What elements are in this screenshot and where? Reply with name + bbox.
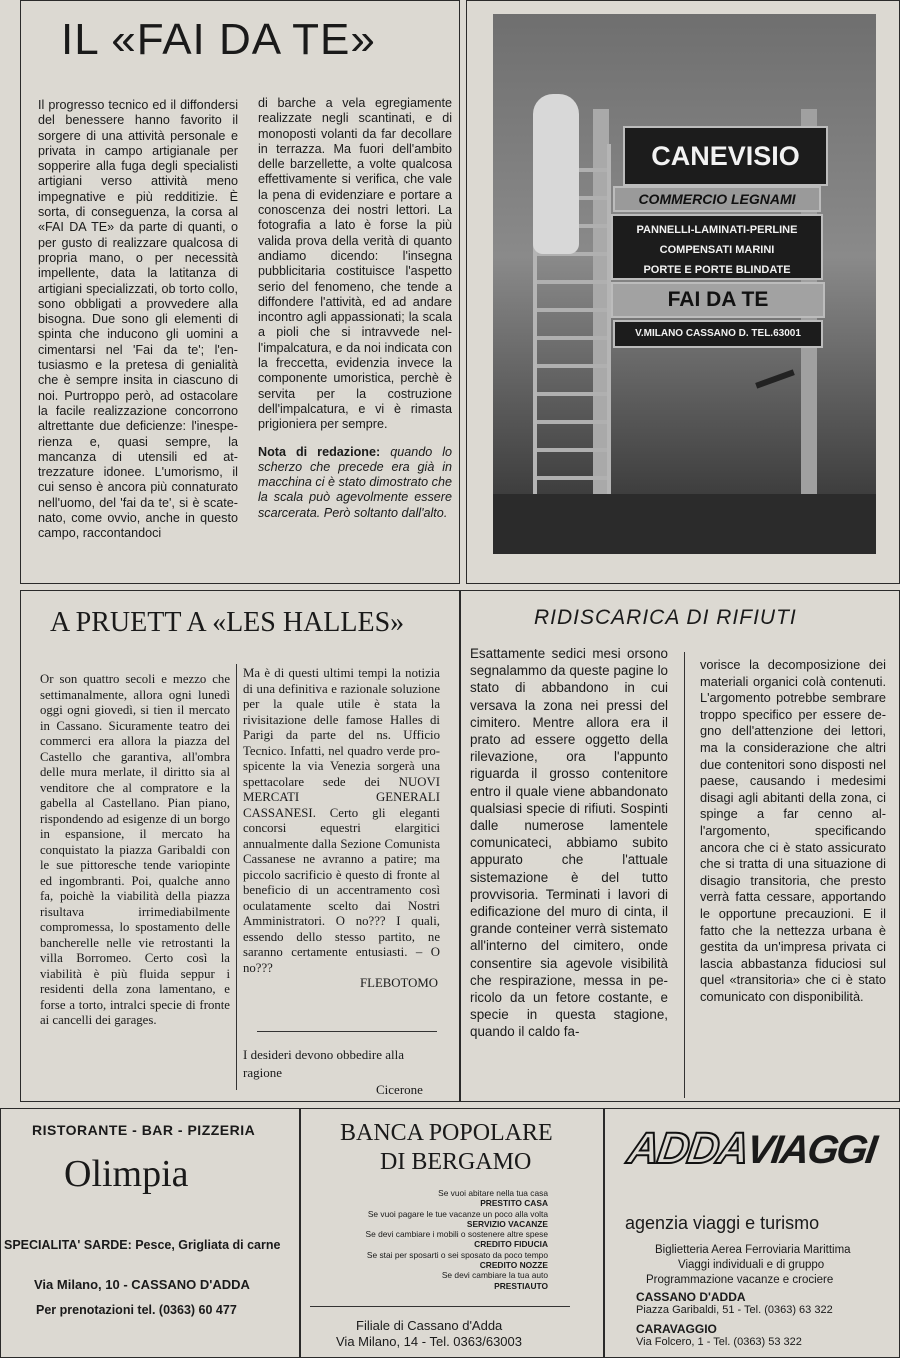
sign-line-6: V.MILANO CASSANO D. TEL.63001 <box>613 320 823 348</box>
sign-name: CANEVISIO <box>623 126 828 186</box>
bank-branch: Filiale di Cassano d'Adda <box>356 1318 503 1333</box>
cartoon-figure <box>533 94 579 254</box>
offer-question: Se devi cambiare la tua auto <box>441 1270 548 1281</box>
sign-line-4: PORTE E PORTE BLINDATE <box>643 264 791 276</box>
adda-services-2: Viaggi individuali e di gruppo <box>678 1259 825 1271</box>
restaurant-address: Via Milano, 10 - CASSANO D'ADDA <box>34 1277 250 1292</box>
restaurant-booking: Per prenotazioni tel. (0363) 60 477 <box>36 1303 237 1317</box>
bank-name-line-2: DI BERGAMO <box>380 1149 532 1175</box>
article-column-2 <box>243 666 440 992</box>
article-column-2-text: di barche a vela egregiamente realizzate negli scantinati, e di monoposti volanti da far decollare in terrazza. Ma fuori dell'ambito delle barzellette, a volte qualcosa effettivamente si verifica, che vale la pena di evidenziare e portare a conoscenza dei nostri lettori. La fotografia a lato è forse la più valida prova della verità di quanto andiamo dicendo: l'insegna pubblicitaria costituisce l'aspetto serio del fenomeno, che tende a diffondere l'attività, ed ad andare incontro agli appassionati; la scala a pioli che si intravvede nell'impalcatura, e da noi indicata con la freccetta, evidenzia invece la componente umoristica, perchè è servita per la costruzione dell'impalcatura, e vi è rimasta prigioniera per sempre. <box>258 96 452 432</box>
restaurant-header: RISTORANTE - BAR - PIZZERIA <box>32 1122 256 1138</box>
quote-author: Cicerone <box>376 1082 423 1097</box>
article-column-1: Esattamente sedici mesi orsono segnalammo da queste pagine lo stato di abbandono in cui versava la zona nei pressi del cimitero. Mentre allora era il prato ad essere oggetto della rilevazione, ora l'appunto riguarda il grosso contenitore entro il quale viene abbandonato qualsiasi specie di rifiuti. Sospinti dalle numerose lamentele comunicateci, abbiamo subito appurato che l'attuale sistemazione è del tutto provvisoria. Terminati i lavori di edificazione del muro di cinta, il grande conteiner verrà sistemato all'interno del cimitero, onde consentire sia agevole visibilità che respirazione, messa in pericolo da un fetore costante, e specie in questa stagione, quando il caldo fa- <box>470 646 668 1040</box>
offer-product: CREDITO NOZZE <box>479 1260 548 1271</box>
bank-offers <box>312 1188 548 1291</box>
article-column-1: Il progresso tecnico ed il diffondersi del benessere hanno favorito il sorgere di una attività personale e privata in campo artigianale per sopperire alla fuga degli specialisti artigiani verso attività meno impegnative e più redditizie. È sorta, di conseguenza, la corsa al «FAI DA TE» da parte di quanti, o per gusto di realizzare qualcosa di propria mano, o per necessità impellente, data la latitanza di artigiani specializzati, ob torto collo, sono obbligati a provvedere alla bisogna. Due sono gli elementi di spinta che inducono gli uomini a cimentarsi nel 'Fai da te'; l'entusiasmo e la pretesa di genialità che è sempre insita in ciascuno di noi. Purtroppo però, ad ostacolare la facile realizzazione concorrono altrettante due deficienze: l'inesperienza e, quasi sempre, la mancanza di utensili ed attrezzature idonee. L'umorismo, il cui senso è ancora più connaturato nell'uomo, del 'fai da te', si è scatenato, come ovvio, anche in questo campo, raccontandoci <box>38 98 238 541</box>
adda-tagline: agenzia viaggi e turismo <box>625 1213 820 1233</box>
adda-office-2-city: CARAVAGGIO <box>636 1322 717 1336</box>
restaurant-name: Olimpia <box>64 1153 189 1195</box>
adda-logo <box>624 1124 878 1174</box>
sign-line-2: PANNELLI-LAMINATI-PERLINE <box>636 224 798 236</box>
adda-services-3: Programmazione vacanze e crociere <box>646 1274 834 1286</box>
sign-line-3: COMPENSATI MARINI <box>659 244 775 256</box>
article-column-2 <box>258 96 452 521</box>
sign-lines <box>611 214 823 280</box>
offer-product: CREDITO FIDUCIA <box>474 1239 548 1250</box>
article-title: A PRUETT A «LES HALLES» <box>50 607 405 638</box>
offer-product: PRESTITO CASA <box>480 1198 548 1209</box>
article-title: RIDISCARICA DI RIFIUTI <box>534 606 797 629</box>
offer-question: Se vuoi abitare nella tua casa <box>438 1188 548 1198</box>
offer-question: Se stai per sposarti o sei sposato da poco tempo <box>366 1249 548 1260</box>
adda-office-2-address: Via Folcero, 1 - Tel. (0363) 53 322 <box>636 1336 802 1348</box>
editor-note <box>258 445 452 521</box>
signature: FLEBOTOMO <box>360 976 438 990</box>
bank-branch-address: Via Milano, 14 - Tel. 0363/63003 <box>336 1334 522 1349</box>
arrow-icon <box>755 369 795 388</box>
bank-name-line-1: BANCA POPOLARE <box>340 1120 553 1146</box>
adda-services-1: Biglietteria Aerea Ferroviaria Marittima <box>655 1244 851 1256</box>
offer-product: SERVIZIO VACANZE <box>466 1218 548 1229</box>
adda-office-1-address: Piazza Garibaldi, 51 - Tel. (0363) 63 322 <box>636 1304 833 1316</box>
editor-note-text: quando lo scherzo che precede era già in macchina ci è stato dimostrato che la scala può agevolmente essere scarcerata. Però soltanto dall'alto. <box>258 444 453 520</box>
offer-question: Se vuoi pagare le tue vacanze un poco alla volta <box>367 1208 548 1219</box>
sign-line-5: FAI DA TE <box>611 282 825 318</box>
quote: I desideri devono obbedire alla ragione <box>243 1047 404 1080</box>
adda-logo-text-2: VIAGGI <box>743 1128 879 1172</box>
article-column-2-text: Ma è di questi ultimi tempi la notizia di una definitiva e razionale soluzione per la quale utile è stata la rivisitazione delle famose Halles di Parigi da parte del ns. Ufficio Tecnico. Infatti, nel quadro verde prospicente la via Venezia sorgerà una spettacolare sede dei NUOVI MERCATI GENERALI CASSANESI. Certo gli eleganti concorsi equestri elargitici annualmente dalla Sezione Comunista Cassanese ne avranno a patire; ma piccolo sacrificio è questo di fronte al beneficio di un accentramento così oculatamente scelto dai Nostri Amministratori. O no??? I quali, essendo dello stesso partito, ne saranno certamente entusiasti. – O no??? <box>243 666 440 975</box>
restaurant-specialty: SPECIALITA' SARDE: Pesce, Grigliata di carne <box>4 1238 281 1252</box>
offer-question: Se devi cambiare i mobili o sostenere altre spese <box>365 1229 548 1240</box>
ad-olimpia <box>0 1108 300 1358</box>
adda-logo-text: ADDA <box>624 1124 751 1173</box>
article-title: IL «FAI DA TE» <box>61 15 376 64</box>
photo-sign <box>493 14 876 554</box>
article-column-2: vorisce la decomposizione dei materiali organici colà contenuti. L'argomento potrebbe sembrare troppo specifico per essere degno dell'attenzione dei lettori, ma la considerazione che altri due contenitori sono disposti nel paese, causando i medesimi disagi agli abitanti della zona, ci spinge a far cenno all'argomento, specificando ancora che ci è stato assicurato che si tratta di una situazione di disagio transitoria, che presto verrà fatta cessare, apportando le opportune precauzioni. E il fatto che la nettezza urbana è gestita da un'impresa privata ci lascia abbastanza fiduciosi sul quel «transitoria» che ci è stato comunicato con disponibilità. <box>700 657 886 1004</box>
article-column-1: Or son quattro secoli e mezzo che settimanalmente, allora ogni lunedì oggi ogni giovedì, si tien il mercato in Cassano. Sicuramente teatro dei commerci era allora la piazza del Castello che garantiva, all'ombra delle mura merlate, il diritto sia al venditore che al compratore e la gabella al Castellano. Pian piano, rispondendo ad esigenze di un borgo in espansione, il mercato ha conquistato la piazza Garibaldi con le sue pittoresche tende variopinte ed ingombranti. Poi, qualche anno fa, poichè la viabilità della piazza risultava irrimediabilmente compromessa, lo spostamento delle bancherelle nelle vie retrostanti la villa Borromeo. Certo così la viabilità è più fluida seppur i residenti della zona lamentano, e forse a torto, intralci specie di fronte ai cancelli dei garages. <box>40 672 230 1027</box>
adda-office-1-city: CASSANO D'ADDA <box>636 1290 746 1304</box>
offer-product: PRESTIAUTO <box>494 1280 548 1291</box>
sign-line-1: COMMERCIO LEGNAMI <box>613 186 821 212</box>
editor-note-label: Nota di redazione: <box>258 444 381 459</box>
